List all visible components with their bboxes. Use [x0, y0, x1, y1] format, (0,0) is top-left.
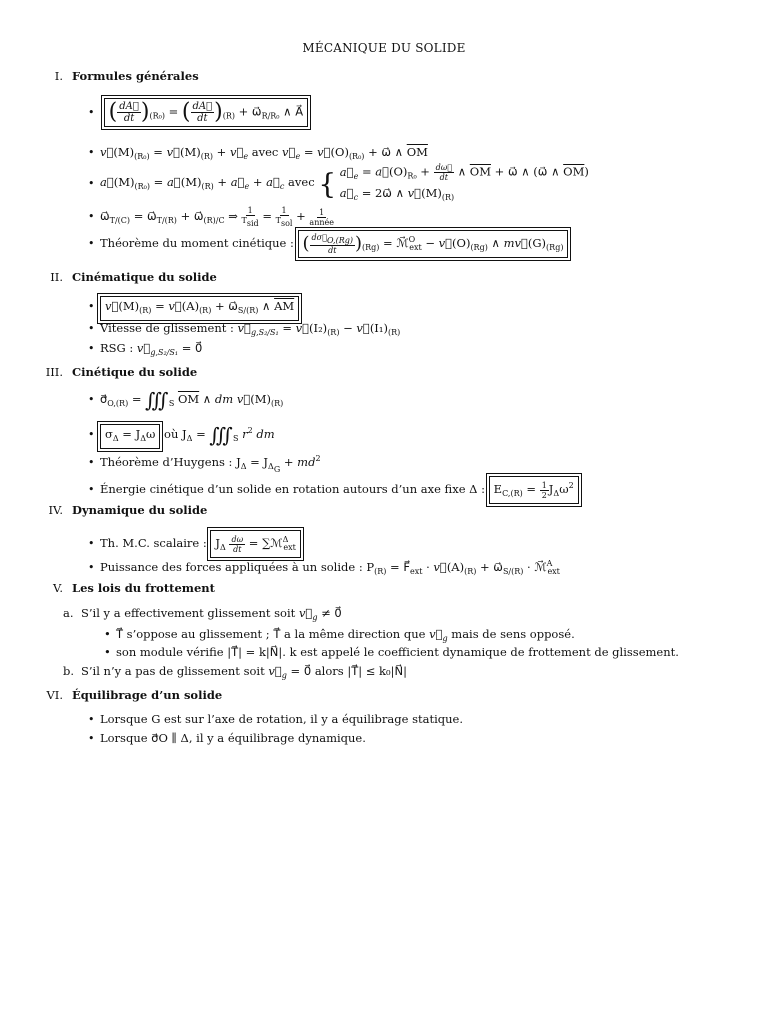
- section-title: Cinématique du solide: [72, 270, 217, 284]
- section-number: III.: [45, 365, 63, 379]
- boxed-formula: $J_\Delta$ $\frac{d\omega}{dt}$ = ∑ℳ$^\Delta_{ext}$: [210, 530, 300, 558]
- formula-scalar-angular-momentum: • Th. M.C. scalaire : $J_\Delta$ $\frac{d\omega}{dt}$ = ∑ℳ$^\Delta_{ext}$: [88, 530, 301, 558]
- static-balancing: • Lorsque G est sur l’axe de rotation, il y a équilibrage statique.: [88, 712, 464, 726]
- formula-angular-momentum: • $\sigma⃗_{O,(R)}$ = $∭_S$ $\overline{OM}$ ∧ dm $v⃗(M)_{(R)}$: [88, 388, 284, 412]
- boxed-formula: $\sigma_\Delta = J_\Delta\omega$: [100, 424, 160, 449]
- section-number: IV.: [48, 503, 63, 517]
- boxed-formula: $E_{C,(R)}$ = $\frac{1}{2}$ $J_\Delta\omega^2$: [489, 476, 579, 504]
- section-number: V.: [53, 581, 63, 595]
- label: Vitesse de glissement :: [100, 321, 234, 335]
- section-number: II.: [50, 270, 63, 284]
- label: Théorème d’Huygens :: [100, 455, 233, 469]
- dynamic-balancing: • Lorsque σ⃗O ∥ Δ, il y a équilibrage dynamique.: [88, 731, 366, 745]
- label: Th. M.C. scalaire :: [100, 536, 207, 550]
- point-text: son module vérifie |T⃗| = k|N⃗|. k est appelé le coefficient dynamique de frottement de glissement.: [116, 645, 679, 659]
- formula-derivative-change-frame: • ( $\frac{dA⃗}{dt}$ )$_{(R_0)}$ = ( $\frac{dA⃗}{dt}$ )$_{(R)}$ + $\omega⃗_{R/R_0}$ ∧ A⃗: [88, 98, 308, 127]
- case-text: S’il n’y a pas de glissement soit: [81, 664, 265, 678]
- boxed-formula: ( $\frac{dA⃗}{dt}$ )$_{(R_0)}$ = ( $\frac{dA⃗}{dt}$ )$_{(R)}$ + $\omega⃗_{R/R_0}$ ∧ A⃗: [104, 98, 308, 127]
- formula-huygens: • Théorème d’Huygens : $J_\Delta = J_{\Delta_G} + md^2$: [88, 454, 321, 474]
- formula-velocity-field: • $v⃗(M)_{(R)}$ = $v⃗(A)_{(R)}$ + $\omega⃗_{S/(R)}$ ∧ $\overline{AM}$: [88, 296, 299, 321]
- case-label: a.: [63, 606, 74, 620]
- section-title: Équilibrage d’un solide: [72, 688, 223, 702]
- section-title: Cinétique du solide: [72, 365, 198, 379]
- case-label: b.: [63, 664, 75, 678]
- boxed-formula: $v⃗(M)_{(R)}$ = $v⃗(A)_{(R)}$ + $\omega⃗_{S/(R)}$ ∧ $\overline{AM}$: [100, 296, 299, 321]
- label: Théorème du moment cinétique :: [100, 236, 294, 250]
- point-text: T⃗ s’oppose au glissement ; T⃗ a la même direction que: [116, 627, 426, 641]
- formula-kinetic-energy: • Énergie cinétique d’un solide en rotation autours d’un axe fixe Δ : $E_{C,(R)}$ = $\frac{1}{2}$ $J_\Delta\omega^2$: [88, 476, 579, 504]
- section-title: Formules générales: [72, 69, 199, 83]
- formula-velocity-composition: • $v⃗(M)_{(R_0)}$ = $v⃗(M)_{(R)}$ + $v⃗_e$ avec $v⃗_e$ = $v⃗(O)_{(R_0)}$ + ω⃗ ∧ $\overline{OM}$: [88, 145, 428, 161]
- formula-angular-momentum-theorem: • Théorème du moment cinétique : ( $\frac{d\sigma⃗_{O,(Rg)}}{dt}$ )$_{(Rg)}$ = ℳ⃗$^O_{ext}$ − $v⃗(O)_{(Rg)}$ ∧ $mv⃗(G)_{(Rg)}$: [88, 230, 568, 258]
- page-title: MÉCANIQUE DU SOLIDE: [302, 41, 466, 55]
- point-text: Lorsque σ⃗O ∥ Δ, il y a équilibrage dynamique.: [100, 731, 366, 745]
- case-a-point-2: • son module vérifie |T⃗| = k|N⃗|. k est appelé le coefficient dynamique de frottement de glissement.: [104, 645, 679, 659]
- section-title: Les lois du frottement: [72, 581, 215, 595]
- label: Énergie cinétique d’un solide en rotation autours d’un axe fixe Δ :: [100, 482, 486, 496]
- section-title: Dynamique du solide: [72, 503, 208, 517]
- case-b-no-sliding: b. S’il n’y a pas de glissement soit $v⃗_g$ = 0⃗ alors |T⃗| ≤ k₀|N⃗|: [63, 664, 407, 680]
- label: RSG :: [100, 341, 134, 355]
- formula-rotation-composition: • $\omega⃗_{T/(C)}$ = $\omega⃗_{T/(R)}$ + $\omega⃗_{(R)/C}$ ⇒ $\frac{1}{T_{sid}}$ = $\frac{1}{T_{sol}}$ + $\frac{1}{\text{année}}$: [88, 206, 334, 228]
- boxed-formula: ( $\frac{d\sigma⃗_{O,(Rg)}}{dt}$ )$_{(Rg)}$ = ℳ⃗$^O_{ext}$ − $v⃗(O)_{(Rg)}$ ∧ $mv⃗(G)_{(Rg)}$: [298, 230, 569, 258]
- point-text: Lorsque G est sur l’axe de rotation, il y a équilibrage statique.: [100, 712, 464, 726]
- label: Puissance des forces appliquées à un solide :: [100, 560, 363, 574]
- formula-power: • Puissance des forces appliquées à un solide : $P_{(R)}$ = $F⃗_{ext}$ · $v⃗(A)_{(R)}$ + $\omega⃗_{S/(R)}$ · ℳ⃗$^A_{ext}$: [88, 559, 560, 576]
- case-text-end: alors |T⃗| ≤ k₀|N⃗|: [314, 664, 407, 678]
- case-a-point-1: • T⃗ s’oppose au glissement ; T⃗ a la même direction que $v⃗_g$ mais de sens opposé.: [104, 627, 575, 643]
- case-a-sliding: a. S’il y a effectivement glissement soit $v⃗_g$ ≠ 0⃗: [63, 606, 342, 622]
- section-number: VI.: [46, 688, 63, 702]
- formula-acceleration-composition: • $a⃗(M)_{(R_0)}$ = $a⃗(M)_{(R)}$ + $a⃗_e$ + $a⃗_c$ avec { $a⃗_e$ = $a⃗(O)_{R_0}$ + $\frac{d\omega⃗}{dt}$ ∧ $\overline{OM}$ + ω⃗ ∧ (ω⃗ ∧ $\overline{OM}$) $a⃗_c$ = 2ω⃗ ∧ $v⃗(M)_{(R)}$: [88, 163, 589, 202]
- formula-sliding-velocity: • Vitesse de glissement : $v⃗_{g,S_2/S_1}$ = $v⃗(I_2)_{(R)}$ − $v⃗(I_1)_{(R)}$: [88, 321, 401, 337]
- formula-rsg: • RSG : $v⃗_{g,S_2/S_1}$ = 0⃗: [88, 341, 203, 357]
- case-text: S’il y a effectivement glissement soit: [81, 606, 296, 620]
- formula-moment-of-inertia: • $\sigma_\Delta = J_\Delta\omega$ où $J_\Delta$ = $∭_S$ $r^2$ dm: [88, 423, 275, 447]
- section-number: I.: [54, 69, 63, 83]
- point-text-end: mais de sens opposé.: [451, 627, 575, 641]
